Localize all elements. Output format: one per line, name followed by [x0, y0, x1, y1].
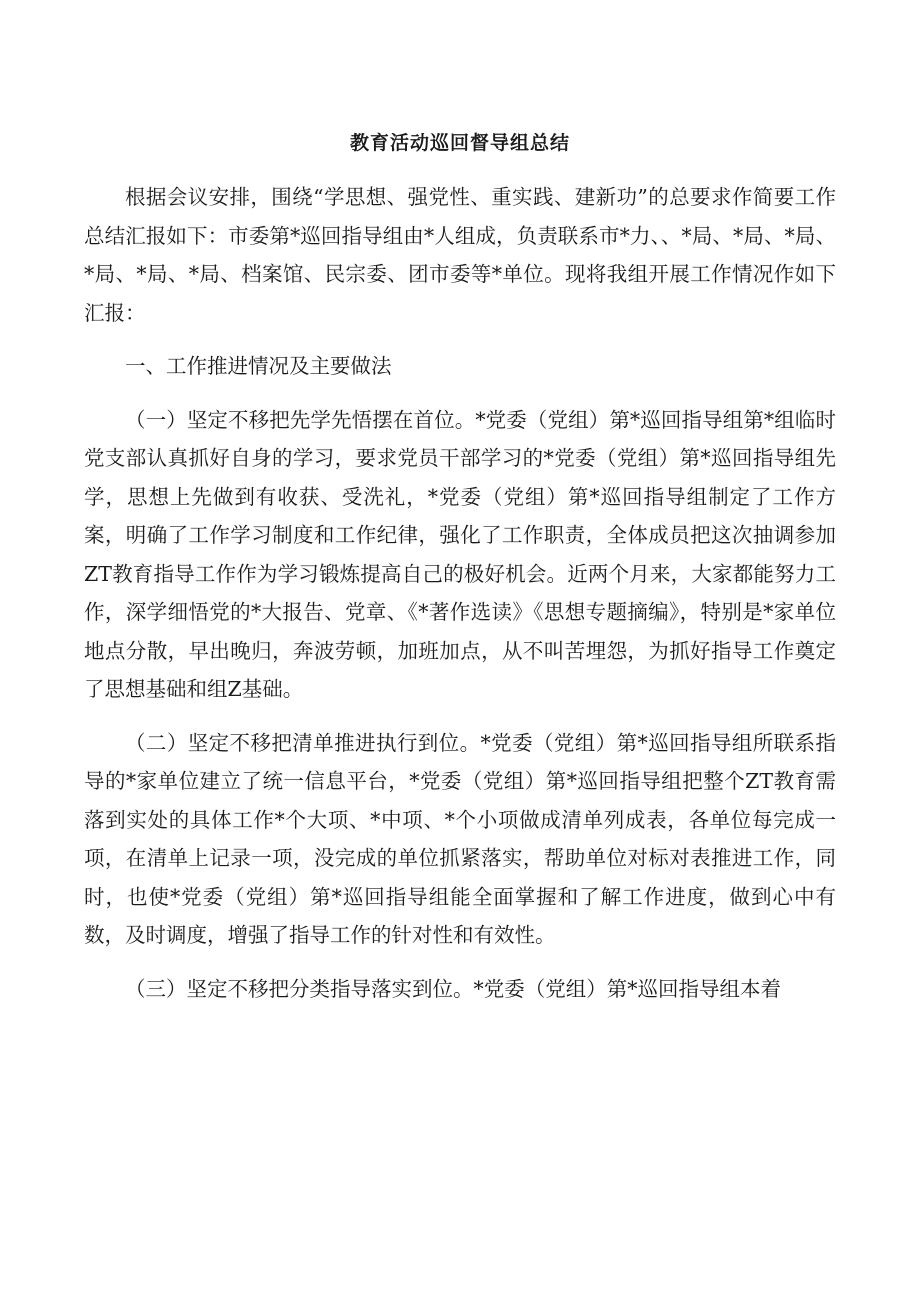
document-body	[84, 178, 836, 1023]
paragraph-1: （一）坚定不移把先学先悟摆在首位。*党委（党组）第*巡回指导组第*组临时党支部认真抓好自身的学习，要求党员干部学习的*党委（党组）第*巡回指导组先学，思想上先做到有收获、受洗礼，*党委（党组）第*巡回指导组制定了工作方案，明确了工作学习制度和工作纪律，强化了工作职责，全体成员把这次抽调参加ZT教育指导工作作为学习锻炼提高自己的极好机会。近两个月来，大家都能努力工作，深学细悟党的*大报告、党章、《*著作选读》《思想专题摘编》，特别是*家单位地点分散，早出晚归，奔波劳顿，加班加点，从不叫苦埋怨，为抓好指导工作奠定了思想基础和组Z基础。	[84, 407, 836, 701]
document-title: 教育活动巡回督导组总结	[349, 132, 570, 154]
paragraph-2: （二）坚定不移把清单推进执行到位。*党委（党组）第*巡回指导组所联系指导的*家单位建立了统一信息平台，*党委（党组）第*巡回指导组把整个ZT教育需落到实处的具体工作*个大项、*中项、*个小项做成清单列成表，各单位每完成一项，在清单上记录一项，没完成的单位抓紧落实，帮助单位对标对表推进工作，同时，也使*党委（党组）第*巡回指导组能全面掌握和了解工作进度，做到心中有数，及时调度，增强了指导工作的针对性和有效性。	[84, 730, 836, 947]
paragraph-3: （三）坚定不移把分类指导落实到位。*党委（党组）第*巡回指导组本着	[125, 976, 781, 1001]
intro-paragraph: 根据会议安排，围绕“学思想、强党性、重实践、建新功”的总要求作简要工作总结汇报如下：市委第*巡回指导组由*人组成，负责联系市*力、、*局、*局、*局、*局、*局、*局、档案馆、民宗委、团市委等*单位。现将我组开展工作情况作如下汇报：	[84, 185, 836, 325]
section-heading: 一、工作推进情况及主要做法	[125, 354, 392, 378]
